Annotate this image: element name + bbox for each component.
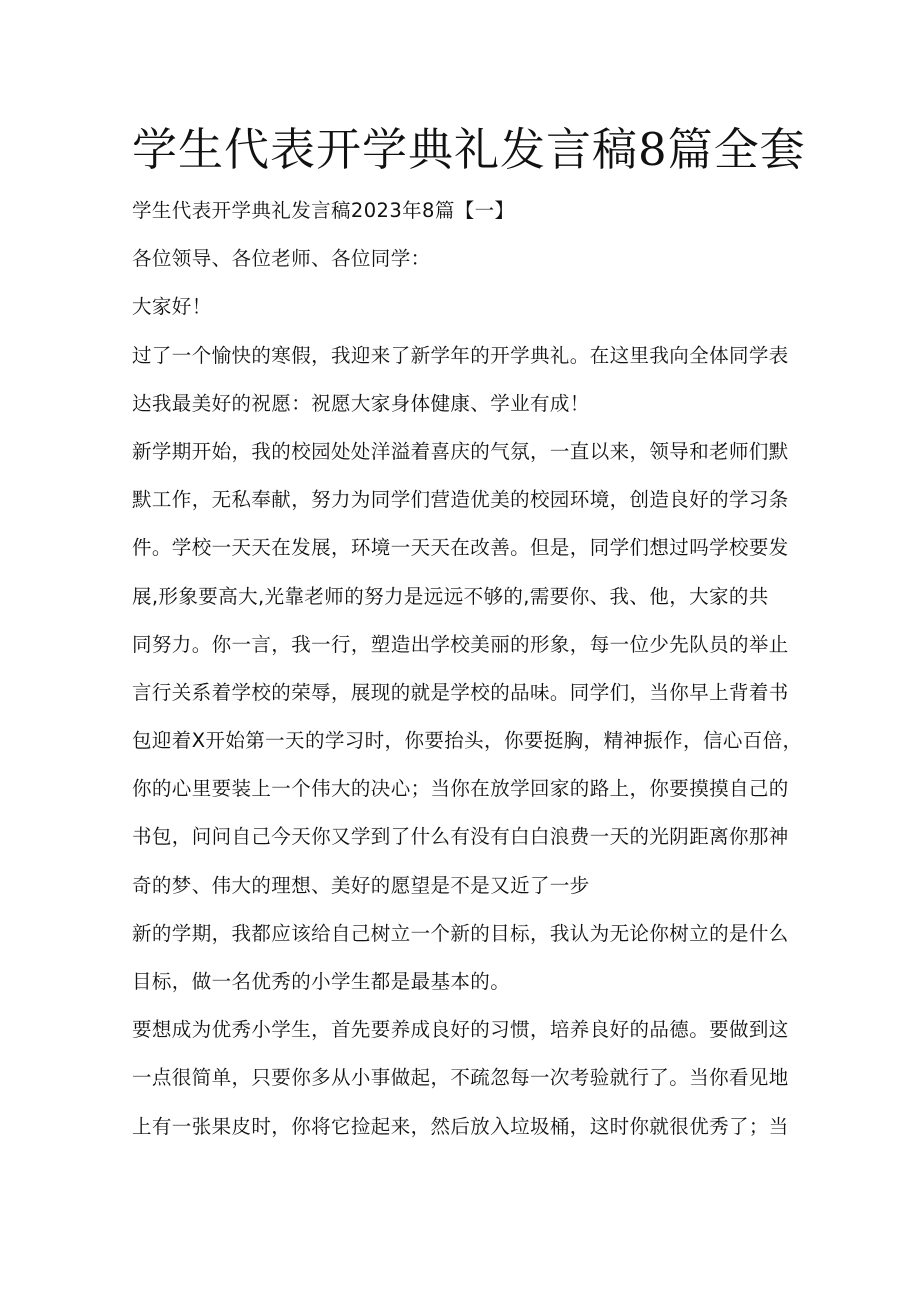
text-line: 达我最美好的祝愿：祝愿大家身体健康、学业有成！ — [132, 391, 590, 415]
text-line: 默工作，无私奉献，努力为同学们营造优美的校园环境，创造良好的学习条 — [132, 488, 789, 512]
text-line: 新的学期，我都应该给自己树立一个新的目标，我认为无论你树立的是什么 — [132, 921, 789, 945]
text-line: 新学期开始，我的校园处处洋溢着喜庆的气氛，一直以来，领导和老师们默 — [132, 439, 789, 463]
text-line: 大家好！ — [132, 295, 212, 319]
text-line: 上有一张果皮时，你将它捡起来，然后放入垃圾桶，这时你就很优秀了；当 — [132, 1114, 789, 1138]
document-body — [132, 196, 802, 1160]
text-line: 你的心里要装上一个伟大的决心；当你在放学回家的路上，你要摸摸自己的 — [132, 777, 789, 801]
text-line: 同努力。你一言，我一行，塑造出学校美丽的形象，每一位少先队员的举止 — [132, 632, 789, 656]
text-line: 过了一个愉快的寒假，我迎来了新学年的开学典礼。在这里我向全体同学表 — [132, 343, 789, 367]
text-line: 奇的梦、伟大的理想、美好的愿望是不是又近了一步 — [132, 873, 590, 897]
section-heading: 学生代表开学典礼发言稿2023年8篇【一】 — [132, 199, 515, 222]
text-line: 言行关系着学校的荣辱，展现的就是学校的品味。同学们，当你早上背着书 — [132, 680, 789, 704]
text-line: 件。学校一天天在发展，环境一天天在改善。但是，同学们想过吗学校要发 — [132, 536, 789, 560]
text-line: 一点很简单，只要你多从小事做起，不疏忽每一次考验就行了。当你看见地 — [132, 1066, 789, 1090]
text-line: 书包，问问自己今天你又学到了什么有没有白白浪费一天的光阴距离你那神 — [132, 825, 789, 849]
text-line: 包迎着X开始第一天的学习时，你要抬头，你要挺胸，精神振作，信心百倍， — [132, 729, 803, 753]
text-line: 要想成为优秀小学生，首先要养成良好的习惯，培养良好的品德。要做到这 — [132, 1018, 789, 1042]
text-line: 展,形象要高大,光靠老师的努力是远远不够的,需要你、我、他，大家的共 — [132, 584, 769, 608]
text-line: 目标，做一名优秀的小学生都是最基本的。 — [132, 970, 511, 993]
document-title: 学生代表开学典礼发言稿8篇全套 — [132, 123, 806, 176]
text-line: 各位领导、各位老师、各位同学： — [132, 247, 431, 271]
